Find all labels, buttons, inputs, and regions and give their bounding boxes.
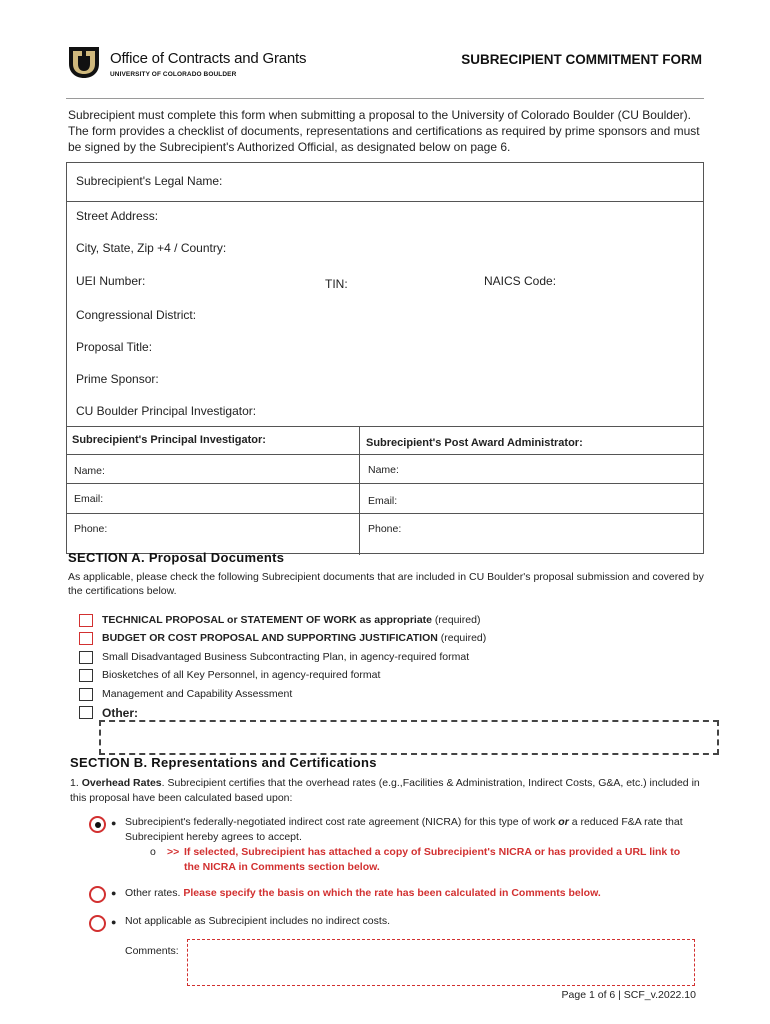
not-applicable-label: Not applicable as Subrecipient includes no indirect costs.: [125, 915, 390, 927]
section-b-title: SECTION B. Representations and Certifications: [70, 755, 377, 770]
arrow-icon: >>: [167, 846, 180, 858]
subcontracting-plan-checkbox[interactable]: [79, 651, 93, 664]
pi-email-field[interactable]: Email:: [74, 493, 104, 505]
proposal-title-field[interactable]: Proposal Title:: [76, 340, 153, 354]
row-divider: [67, 483, 703, 484]
biosketches-checkbox[interactable]: [79, 669, 93, 682]
subrecipient-info-table: [66, 162, 704, 554]
row-divider: [67, 513, 703, 514]
overhead-rates-item: 1. Overhead Rates. Subrecipient certifies that the overhead rates (e.g.,Facilities & Administration, Indirect Costs, G&A, etc.) included in this proposal have been calculated based upon:: [70, 777, 700, 804]
org-name: Office of Contracts and Grants: [110, 50, 307, 67]
other-text-field[interactable]: [99, 720, 719, 755]
comments-label: Comments:: [125, 945, 179, 957]
pi-heading: Subrecipient's Principal Investigator:: [72, 434, 266, 446]
management-assessment-checkbox[interactable]: [79, 688, 93, 701]
form-title: SUBRECIPIENT COMMITMENT FORM: [461, 52, 702, 67]
bullet-icon: ●: [111, 917, 117, 927]
other-rates-label: Other rates. Please specify the basis on which the rate has been calculated in Comments below.: [125, 887, 601, 899]
other-label: Other:: [102, 706, 138, 720]
uei-number-field[interactable]: UEI Number:: [76, 274, 146, 288]
row-divider: [67, 426, 703, 427]
column-divider: [359, 426, 360, 555]
admin-email-field[interactable]: Email:: [368, 495, 398, 507]
management-assessment-label: Management and Capability Assessment: [102, 688, 293, 700]
biosketches-label: Biosketches of all Key Personnel, in agency-required format: [102, 669, 381, 681]
org-subtitle: UNIVERSITY OF COLORADO BOULDER: [110, 71, 237, 78]
pi-phone-field[interactable]: Phone:: [74, 523, 108, 535]
bullet-icon: ●: [111, 888, 117, 898]
radio-selected-dot: [95, 822, 101, 828]
section-a-intro: As applicable, please check the following Subrecipient documents that are included in CU Boulder's proposal submission and covered by the certifications below.: [68, 571, 704, 597]
row-divider: [67, 454, 703, 455]
sub-bullet-icon: o: [150, 846, 156, 858]
comments-field[interactable]: [187, 939, 695, 986]
technical-proposal-checkbox[interactable]: [79, 614, 93, 627]
admin-name-field[interactable]: Name:: [368, 464, 399, 476]
pi-name-field[interactable]: Name:: [74, 465, 105, 477]
section-a-title: SECTION A. Proposal Documents: [68, 550, 285, 565]
city-state-field[interactable]: City, State, Zip +4 / Country:: [76, 241, 227, 255]
street-address-field[interactable]: Street Address:: [76, 209, 159, 223]
nicra-radio[interactable]: [89, 816, 106, 833]
prime-sponsor-field[interactable]: Prime Sponsor:: [76, 372, 159, 386]
cu-pi-field[interactable]: CU Boulder Principal Investigator:: [76, 404, 257, 418]
budget-proposal-label: BUDGET OR COST PROPOSAL AND SUPPORTING JUSTIFICATION (required): [102, 632, 487, 644]
other-rates-radio[interactable]: [89, 886, 106, 903]
nicra-option-label: Subrecipient's federally-negotiated indirect cost rate agreement (NICRA) for this type of work or a reduced F&A rate that Subrecipient hereby agrees to accept.: [125, 816, 683, 843]
header-divider: [66, 98, 704, 99]
nicra-instruction: If selected, Subrecipient has attached a copy of Subrecipient's NICRA or has provided a URL link to the NICRA in Comments section below.: [184, 846, 681, 873]
page-footer: Page 1 of 6 | SCF_v.2022.10: [561, 989, 696, 1001]
budget-proposal-checkbox[interactable]: [79, 632, 93, 645]
other-checkbox[interactable]: [79, 706, 93, 719]
row-divider: [67, 201, 703, 202]
congressional-district-field[interactable]: Congressional District:: [76, 308, 197, 322]
bullet-icon: ●: [111, 818, 117, 828]
technical-proposal-label: TECHNICAL PROPOSAL or STATEMENT OF WORK as appropriate (required): [102, 614, 481, 626]
cu-logo: [66, 44, 102, 80]
admin-heading: Subrecipient's Post Award Administrator:: [366, 437, 583, 449]
not-applicable-radio[interactable]: [89, 915, 106, 932]
legal-name-field[interactable]: Subrecipient's Legal Name:: [76, 174, 223, 188]
subcontracting-plan-label: Small Disadvantaged Business Subcontracting Plan, in agency-required format: [102, 651, 470, 663]
admin-phone-field[interactable]: Phone:: [368, 523, 402, 535]
naics-code-field[interactable]: NAICS Code:: [484, 274, 557, 288]
tin-field[interactable]: TIN:: [325, 277, 348, 291]
intro-paragraph: Subrecipient must complete this form when submitting a proposal to the University of Colorado Boulder (CU Boulder). The form provides a checklist of documents, representations and certifications as required by prime sponsors and must be signed by the Subrecipient's Authorized Official, as designated below on page 6.: [68, 108, 700, 154]
